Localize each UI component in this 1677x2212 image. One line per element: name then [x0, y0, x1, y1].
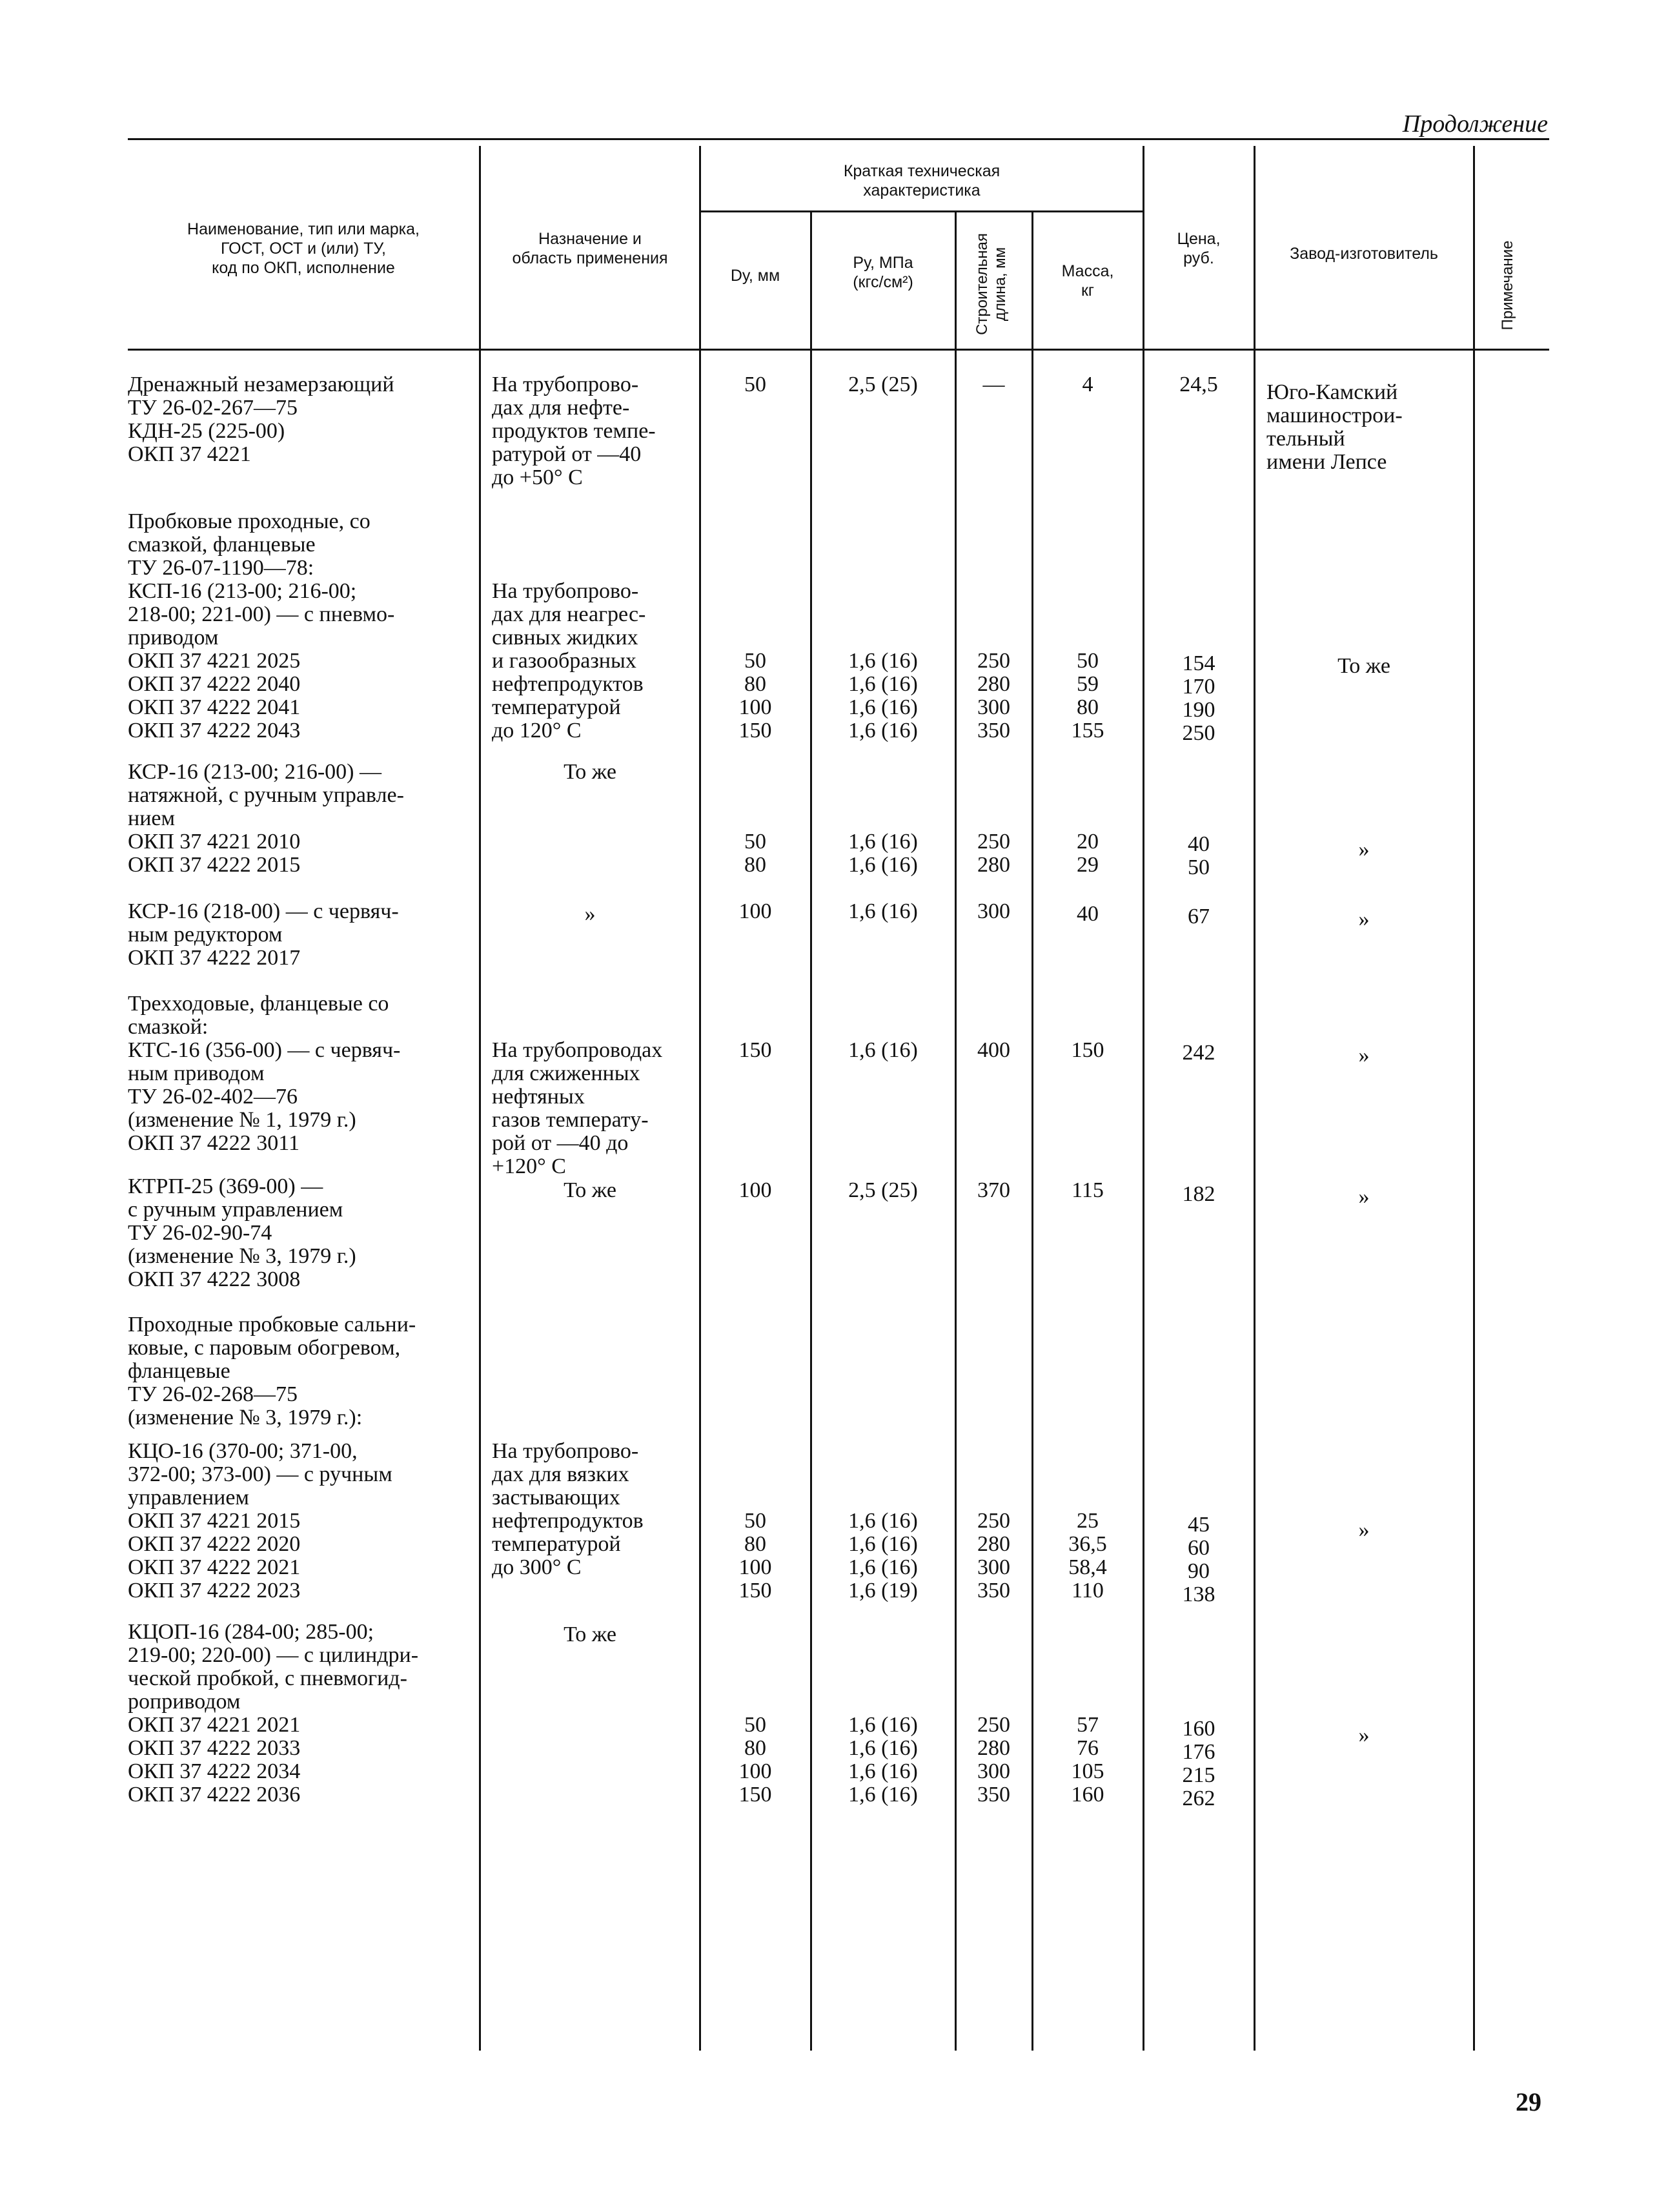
col-divider-7 — [1254, 146, 1255, 2051]
row-purpose: На трубопроводах для сжиженных нефтяных газов температу- рой от —40 до +120° С — [492, 1038, 663, 1178]
row-name: КТРП-25 (369-00) — с ручным управлением ТУ 26-02-90-74 (изменение № 3, 1979 г.) ОКП 37 4222 3008 — [128, 1174, 356, 1291]
row-name: КЦО-16 (370-00; 371-00, 372-00; 373-00) — с ручным управлением ОКП 37 4221 2015 ОКП 37 4222 2020 ОКП 37 4222 2021 ОКП 37 4222 2023 — [128, 1439, 392, 1603]
row-name: Пробковые проходные, со смазкой, фланцевые ТУ 26-07-1190—78: КСП-16 (213-00; 216-00; 218-00; 221-00) — с пневмо- приводом ОКП 37 4221 2025 ОКП 37 4222 2040 ОКП 37 4222 2041 ОКП 37 4222 2043 — [128, 509, 395, 742]
row-mass: 20 29 — [1077, 830, 1099, 877]
row-maker: Юго-Камский машинострои- тельный имени Лепсе — [1266, 380, 1403, 474]
row-length: 370 — [977, 1178, 1010, 1202]
header-length: Строительная длина, мм — [973, 233, 1009, 335]
row-mass: 4 — [1082, 373, 1093, 396]
row-name: Дренажный незамерзающий ТУ 26-02-267—75 КДН-25 (225-00) ОКП 37 4221 — [128, 373, 394, 466]
row-price: 182 — [1182, 1182, 1215, 1206]
table-top-rule — [128, 138, 1549, 140]
row-name: КСР-16 (213-00; 216-00) — натяжной, с ручным управле- нием ОКП 37 4221 2010 ОКП 37 4222 2015 — [128, 760, 404, 877]
row-du: 50 80 100 150 — [738, 1509, 772, 1603]
header-note: Примечание — [1499, 240, 1516, 331]
row-purpose: На трубопрово- дах для нефте- продуктов темпе- ратурой от —40 до +50° С — [492, 373, 656, 489]
col-divider-8 — [1473, 146, 1475, 2051]
row-purpose: То же — [564, 1623, 616, 1646]
page-number: 29 — [1516, 2087, 1541, 2116]
row-length: 400 — [977, 1038, 1010, 1062]
row-price: 242 — [1182, 1041, 1215, 1065]
row-length: — — [982, 373, 1005, 396]
continuation-label: Продолжение — [1402, 110, 1548, 138]
row-name: КСР-16 (218-00) — с червяч- ным редуктором ОКП 37 4222 2017 — [128, 899, 399, 970]
row-price: 154 170 190 250 — [1182, 651, 1215, 745]
row-length: 250 280 — [977, 830, 1010, 877]
row-pu: 2,5 (25) — [848, 1178, 918, 1202]
row-purpose: То же — [564, 760, 616, 784]
row-mass: 25 36,5 58,4 110 — [1068, 1509, 1107, 1603]
row-mass: 50 59 80 155 — [1071, 649, 1104, 742]
row-length: 250 280 300 350 — [977, 1509, 1010, 1603]
header-maker: Завод-изготовитель — [1290, 245, 1438, 263]
row-length: 250 280 300 350 — [977, 1713, 1010, 1807]
row-price: 45 60 90 138 — [1182, 1513, 1215, 1606]
header-tech: Краткая техническая характеристика — [843, 162, 1001, 200]
row-name: КЦОП-16 (284-00; 285-00; 219-00; 220-00) — с цилиндри- ческой пробкой, с пневмогид- роприводом ОКП 37 4221 2021 ОКП 37 4222 2033 ОКП 37 4222 2034 ОКП 37 4222 2036 — [128, 1620, 419, 1807]
row-purpose: На трубопрово- дах для неагрес- сивных жидких и газообразных нефтепродуктов температурой до 120° С — [492, 579, 646, 742]
row-du: 100 — [738, 1178, 772, 1202]
row-price: 24,5 — [1179, 373, 1218, 396]
header-bottom-rule — [128, 349, 1549, 351]
row-purpose: То же — [564, 1178, 616, 1202]
row-du: 50 80 100 150 — [738, 649, 772, 742]
row-mass: 115 — [1072, 1178, 1104, 1202]
row-purpose: » — [584, 902, 596, 926]
row-du: 50 80 — [744, 830, 766, 877]
row-maker: » — [1358, 907, 1370, 931]
row-du: 150 — [738, 1038, 772, 1062]
tech-subheader-rule — [700, 210, 1144, 212]
row-maker: » — [1358, 837, 1370, 861]
row-du: 50 80 100 150 — [738, 1713, 772, 1807]
row-mass: 150 — [1071, 1038, 1104, 1062]
row-pu: 2,5 (25) — [848, 373, 918, 396]
col-divider-1 — [479, 146, 481, 2051]
row-length: 250 280 300 350 — [977, 649, 1010, 742]
row-maker: » — [1358, 1723, 1370, 1747]
row-pu: 1,6 (16) 1,6 (16) 1,6 (16) 1,6 (19) — [848, 1509, 918, 1603]
row-pu: 1,6 (16) 1,6 (16) 1,6 (16) 1,6 (16) — [848, 649, 918, 742]
row-purpose: На трубопрово- дах для вязких застывающих нефтепродуктов температурой до 300° С — [492, 1439, 644, 1579]
header-mass: Масса, кг — [1061, 262, 1114, 300]
row-mass: 57 76 105 160 — [1071, 1713, 1104, 1807]
header-du: Dу, мм — [730, 267, 780, 285]
header-name: Наименование, тип или марка, ГОСТ, ОСТ и (или) ТУ, код по ОКП, исполнение — [187, 220, 420, 277]
row-price: 160 176 215 262 — [1182, 1717, 1215, 1810]
row-maker: » — [1358, 1185, 1370, 1209]
row-price: 40 50 — [1188, 832, 1210, 879]
row-pu: 1,6 (16) — [848, 899, 918, 923]
row-pu: 1,6 (16) — [848, 1038, 918, 1062]
row-mass: 40 — [1077, 902, 1099, 926]
row-pu: 1,6 (16) 1,6 (16) — [848, 830, 918, 877]
row-name: Проходные пробковые сальни- ковые, с паровым обогревом, фланцевые ТУ 26-02-268—75 (изменение № 3, 1979 г.): — [128, 1313, 416, 1429]
row-maker: То же — [1337, 654, 1390, 678]
row-maker: » — [1358, 1043, 1370, 1067]
header-price: Цена, руб. — [1177, 230, 1221, 267]
row-maker: » — [1358, 1518, 1370, 1542]
row-pu: 1,6 (16) 1,6 (16) 1,6 (16) 1,6 (16) — [848, 1713, 918, 1807]
row-du: 100 — [738, 899, 772, 923]
row-price: 67 — [1188, 905, 1210, 928]
row-du: 50 — [744, 373, 766, 396]
header-purpose: Назначение и область применения — [512, 230, 668, 267]
row-length: 300 — [977, 899, 1010, 923]
header-pu: Pу, МПа (кгс/см²) — [853, 254, 913, 291]
row-name: Трехходовые, фланцевые со смазкой: КТС-16 (356-00) — с червяч- ным приводом ТУ 26-02-402—76 (изменение № 1, 1979 г.) ОКП 37 4222 3011 — [128, 992, 401, 1155]
